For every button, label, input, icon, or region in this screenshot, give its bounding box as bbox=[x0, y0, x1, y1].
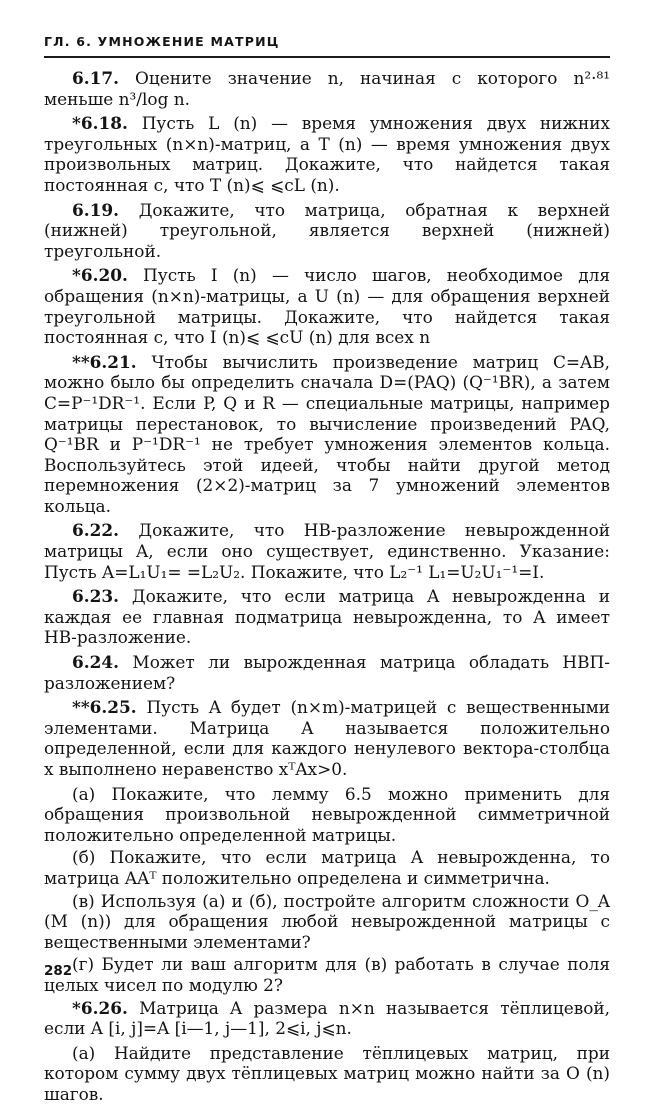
exercise-number: *6.26. bbox=[72, 997, 128, 1018]
exercise-6-21 bbox=[44, 352, 610, 517]
exercise-6-25-part-d: (г) Будет ли ваш алгоритм для (в) работать в случае поля целых чисел по модулю 2? bbox=[44, 954, 610, 995]
exercise-text: Может ли вырожденная матрица обладать НВП-разложением? bbox=[44, 652, 610, 693]
exercise-6-25-part-c: (в) Используя (а) и (б), постройте алгоритм сложности O_A (M (n)) для обращения любой невырожденной матрицы с вещественными элементами? bbox=[44, 890, 610, 952]
exercise-text: Пусть I (n) — число шагов, необходимое для обращения (n×n)-матрицы, а U (n) — для обращения верхней треугольной матрицы. Докажите, что найдется такая постоянная c, что I (n)⩽ ⩽cU (n) для всех n bbox=[44, 265, 610, 348]
exercise-number: *6.20. bbox=[72, 265, 128, 286]
header-rule bbox=[44, 56, 610, 58]
exercise-6-23 bbox=[44, 586, 610, 648]
page-body bbox=[44, 68, 610, 1107]
exercise-number: 6.17. bbox=[72, 68, 120, 88]
exercise-number: *6.18. bbox=[72, 113, 128, 134]
exercise-text: Матрица A размера n×n называется тёплицевой, если A [i, j]=A [i—1, j—1], 2⩽i, j⩽n. bbox=[44, 997, 610, 1039]
running-head: ГЛ. 6. УМНОЖЕНИЕ МАТРИЦ bbox=[44, 34, 280, 49]
exercise-number: **6.21. bbox=[72, 351, 137, 372]
exercise-6-25-part-a: (а) Покажите, что лемму 6.5 можно применить для обращения произвольной невырожденной симметричной положительно определенной матрицы. bbox=[44, 783, 610, 845]
exercise-6-22 bbox=[44, 520, 610, 582]
exercise-text: Чтобы вычислить произведение матриц C=AB, можно было бы определить сначала D=(PAQ) (Q⁻¹BR), а затем C=P⁻¹DR⁻¹. Если P, Q и R — специальные матрицы, например матрицы перестановок, то вычисление произведений PAQ, Q⁻¹BR и P⁻¹DR⁻¹ не требует умножения элементов кольца. Воспользуйтесь этой идеей, чтобы найти другой метод перемножения (2×2)-матриц за 7 умножений элементов кольца. bbox=[44, 351, 610, 516]
exercise-text: Пусть L (n) — время умножения двух нижних треугольных (n×n)-матриц, а T (n) — время умножения двух произвольных матриц. Докажите, что найдется такая постоянная c, что T (n)⩽ ⩽cL (n). bbox=[44, 113, 611, 195]
exercise-number: 6.24. bbox=[72, 652, 120, 673]
exercise-text: Докажите, что если матрица A невырожденна и каждая ее главная подматрица невырожденна, то A имеет НВ-разложение. bbox=[44, 586, 610, 648]
page-number: 282 bbox=[44, 963, 73, 979]
exercise-text: Докажите, что матрица, обратная к верхней (нижней) треугольной, является верхней (нижней) треугольной. bbox=[44, 199, 610, 261]
exercise-6-20 bbox=[44, 265, 610, 347]
exercise-6-24 bbox=[44, 652, 610, 693]
exercise-text: Докажите, что НВ-разложение невырожденной матрицы A, если оно существует, единственно. Указание: Пусть A=L₁U₁= =L₂U₂. Покажите, что L₂⁻¹ L₁=U₂U₁⁻¹=I. bbox=[44, 520, 610, 582]
exercise-6-18 bbox=[44, 113, 610, 195]
exercise-number: 6.19. bbox=[72, 199, 120, 220]
exercise-6-25-part-b: (б) Покажите, что если матрица A невырожденна, то матрица AAᵀ положительно определена и симметрична. bbox=[44, 847, 610, 888]
exercise-number: 6.23. bbox=[72, 586, 120, 607]
exercise-number: 6.22. bbox=[72, 520, 120, 541]
exercise-6-19 bbox=[44, 200, 610, 262]
exercise-6-25 bbox=[44, 697, 610, 779]
exercise-number: **6.25. bbox=[72, 697, 137, 718]
exercise-6-26-part-a: (а) Найдите представление тёплицевых матриц, при котором сумму двух тёплицевых матриц можно найти за O (n) шагов. bbox=[44, 1042, 610, 1104]
exercise-text: Оцените значение n, начиная с которого n²·⁸¹ меньше n³/log n. bbox=[44, 68, 610, 109]
exercise-6-26 bbox=[44, 998, 610, 1039]
exercise-text: Пусть A будет (n×m)-матрицей с вещественными элементами. Матрица A называется положительно определенной, если для каждого ненулевого вектора-столбца x выполнено неравенство xᵀAx>0. bbox=[44, 697, 610, 779]
exercise-6-17 bbox=[44, 68, 610, 109]
